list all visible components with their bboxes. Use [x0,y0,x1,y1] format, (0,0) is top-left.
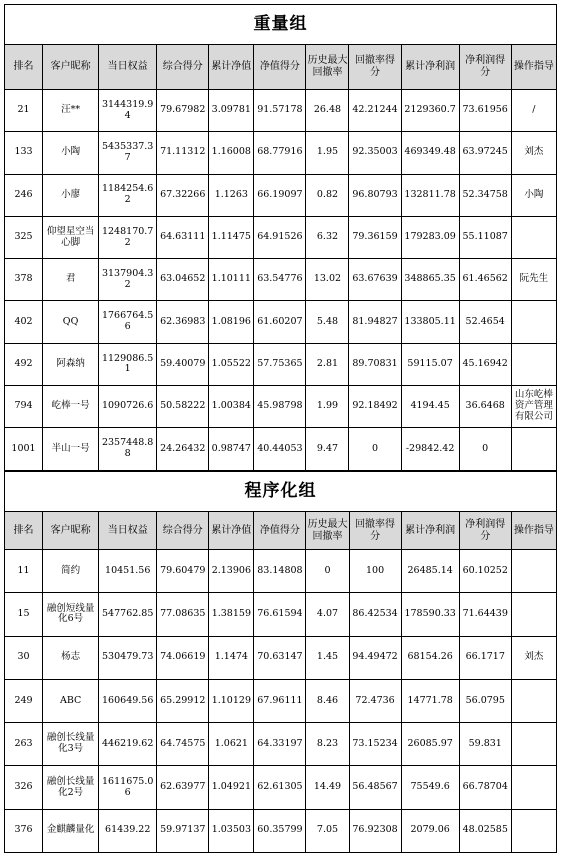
cell-net-value-score: 64.91526 [254,216,306,258]
cell-net-profit-score: 60.10252 [459,550,511,593]
cell-drawdown-score: 96.80793 [349,174,401,216]
table-row [5,90,557,132]
cell-total-score: 59.97137 [157,809,209,852]
cell-drawdown-score: 92.35003 [349,132,401,174]
cell-equity: 1129086.51 [99,343,157,385]
cell-nickname: 屹棒一号 [43,386,99,428]
cell-net-profit-score: 48.02585 [459,809,511,852]
table-row [5,636,557,679]
cell-net-profit: -29842.42 [401,428,459,470]
cell-total-score: 62.36983 [157,301,209,343]
cell-max-drawdown: 6.32 [306,216,349,258]
cell-guide [511,550,556,593]
cell-net-profit-score: 73.61956 [459,90,511,132]
cell-max-drawdown: 8.46 [306,679,349,722]
cell-net-profit: 469349.48 [401,132,459,174]
cell-rank: 492 [5,343,43,385]
cell-drawdown-score: 63.67639 [349,259,401,301]
header-row [5,512,557,550]
cell-drawdown-score: 76.92308 [349,809,401,852]
heavyweight-group-table [4,4,557,471]
cell-max-drawdown: 2.81 [306,343,349,385]
header-rank: 排名 [5,45,43,90]
table-row [5,723,557,766]
header-guide: 操作指导 [511,512,556,550]
cell-net-value: 1.00384 [209,386,254,428]
cell-rank: 378 [5,259,43,301]
header-total-score: 综合得分 [157,45,209,90]
cell-drawdown-score: 94.49472 [349,636,401,679]
cell-net-value-score: 61.60207 [254,301,306,343]
cell-net-profit: 348865.35 [401,259,459,301]
cell-equity: 1611675.06 [99,766,157,809]
cell-nickname: 小廖 [43,174,99,216]
cell-net-profit: 178590.33 [401,593,459,636]
cell-rank: 376 [5,809,43,852]
cell-total-score: 59.40079 [157,343,209,385]
cell-total-score: 24.26432 [157,428,209,470]
cell-net-profit-score: 36.6468 [459,386,511,428]
cell-equity: 160649.56 [99,679,157,722]
cell-drawdown-score: 79.36159 [349,216,401,258]
table-row [5,259,557,301]
table-row [5,174,557,216]
cell-equity: 61439.22 [99,809,157,852]
cell-guide [511,766,556,809]
cell-max-drawdown: 7.05 [306,809,349,852]
cell-net-profit-score: 55.11087 [459,216,511,258]
table-row [5,550,557,593]
cell-guide [511,679,556,722]
section-title: 重量组 [5,5,557,45]
cell-guide [511,428,556,470]
cell-net-value: 1.10111 [209,259,254,301]
cell-net-value: 1.16008 [209,132,254,174]
cell-drawdown-score: 100 [349,550,401,593]
cell-net-value-score: 67.96111 [254,679,306,722]
cell-net-profit: 2129360.7 [401,90,459,132]
cell-equity: 1090726.6 [99,386,157,428]
cell-nickname: 小陶 [43,132,99,174]
cell-total-score: 77.08635 [157,593,209,636]
cell-net-value-score: 91.57178 [254,90,306,132]
header-net-value: 累计净值 [209,512,254,550]
table-row [5,766,557,809]
table-row [5,593,557,636]
cell-net-value-score: 64.33197 [254,723,306,766]
table-row [5,343,557,385]
cell-max-drawdown: 8.23 [306,723,349,766]
cell-nickname: 融创短线量化6号 [43,593,99,636]
header-net-profit-score: 净利润得分 [459,45,511,90]
cell-net-value-score: 83.14808 [254,550,306,593]
cell-net-value-score: 70.63147 [254,636,306,679]
cell-guide: 小陶 [511,174,556,216]
cell-rank: 794 [5,386,43,428]
header-net-profit-score: 净利润得分 [459,512,511,550]
cell-net-value-score: 60.35799 [254,809,306,852]
header-net-profit: 累计净利润 [401,45,459,90]
cell-max-drawdown: 4.07 [306,593,349,636]
header-net-profit: 累计净利润 [401,512,459,550]
header-net-value-score: 净值得分 [254,45,306,90]
table-row [5,132,557,174]
cell-total-score: 62.63977 [157,766,209,809]
cell-max-drawdown: 1.45 [306,636,349,679]
header-drawdown-score: 回撤率得分 [349,45,401,90]
cell-net-value: 2.13906 [209,550,254,593]
cell-nickname: 半山一号 [43,428,99,470]
table-row [5,428,557,470]
cell-net-value: 1.38159 [209,593,254,636]
cell-net-value: 1.08196 [209,301,254,343]
cell-max-drawdown: 1.95 [306,132,349,174]
cell-equity: 1184254.62 [99,174,157,216]
cell-guide [511,593,556,636]
cell-rank: 11 [5,550,43,593]
cell-total-score: 64.63111 [157,216,209,258]
cell-net-profit-score: 66.1717 [459,636,511,679]
cell-equity: 1248170.72 [99,216,157,258]
cell-net-profit-score: 52.34758 [459,174,511,216]
table-row [5,679,557,722]
cell-net-profit: 26485.14 [401,550,459,593]
cell-max-drawdown: 13.02 [306,259,349,301]
header-max-drawdown: 历史最大回撤率 [306,512,349,550]
cell-equity: 3144319.94 [99,90,157,132]
cell-equity: 5435337.37 [99,132,157,174]
cell-guide: 阮先生 [511,259,556,301]
cell-drawdown-score: 92.18492 [349,386,401,428]
cell-total-score: 63.04652 [157,259,209,301]
cell-net-value-score: 66.19097 [254,174,306,216]
cell-equity: 10451.56 [99,550,157,593]
cell-drawdown-score: 86.42534 [349,593,401,636]
header-nickname: 客户昵称 [43,512,99,550]
cell-net-value-score: 40.44053 [254,428,306,470]
cell-guide: 山东屹棒资产管理有限公司 [511,386,556,428]
cell-total-score: 79.60479 [157,550,209,593]
table-row [5,809,557,852]
table-row [5,301,557,343]
cell-nickname: 金麒麟量化 [43,809,99,852]
header-max-drawdown: 历史最大回撤率 [306,45,349,90]
cell-net-profit: 14771.78 [401,679,459,722]
cell-net-value: 1.1474 [209,636,254,679]
cell-guide [511,301,556,343]
cell-guide [511,216,556,258]
cell-nickname: 仰望星空当心脚 [43,216,99,258]
cell-net-profit: 2079.06 [401,809,459,852]
header-net-value: 累计净值 [209,45,254,90]
cell-net-profit: 179283.09 [401,216,459,258]
cell-net-value-score: 45.98798 [254,386,306,428]
programmatic-group-table [4,471,557,853]
cell-nickname: 融创长线量化2号 [43,766,99,809]
cell-total-score: 64.74575 [157,723,209,766]
cell-net-profit: 68154.26 [401,636,459,679]
header-equity: 当日权益 [99,45,157,90]
cell-max-drawdown: 26.48 [306,90,349,132]
cell-net-value: 1.05522 [209,343,254,385]
cell-net-profit: 26085.97 [401,723,459,766]
cell-nickname: 融创长线量化3号 [43,723,99,766]
cell-nickname: 阿森纳 [43,343,99,385]
cell-drawdown-score: 73.15234 [349,723,401,766]
cell-nickname: QQ [43,301,99,343]
cell-guide [511,343,556,385]
cell-net-profit-score: 61.46562 [459,259,511,301]
cell-rank: 15 [5,593,43,636]
table-row [5,216,557,258]
cell-total-score: 67.32266 [157,174,209,216]
cell-rank: 249 [5,679,43,722]
cell-total-score: 79.67982 [157,90,209,132]
cell-net-value-score: 63.54776 [254,259,306,301]
cell-net-profit-score: 0 [459,428,511,470]
cell-nickname: 简约 [43,550,99,593]
cell-drawdown-score: 81.94827 [349,301,401,343]
cell-guide [511,809,556,852]
cell-net-value: 1.11475 [209,216,254,258]
cell-total-score: 50.58222 [157,386,209,428]
cell-net-profit-score: 63.97245 [459,132,511,174]
cell-rank: 402 [5,301,43,343]
cell-net-profit: 75549.6 [401,766,459,809]
cell-drawdown-score: 0 [349,428,401,470]
cell-net-profit-score: 45.16942 [459,343,511,385]
cell-max-drawdown: 0 [306,550,349,593]
cell-equity: 2357448.88 [99,428,157,470]
cell-total-score: 65.29912 [157,679,209,722]
cell-net-profit-score: 59.831 [459,723,511,766]
cell-net-profit-score: 52.4654 [459,301,511,343]
cell-drawdown-score: 42.21244 [349,90,401,132]
cell-net-value-score: 62.61305 [254,766,306,809]
cell-max-drawdown: 14.49 [306,766,349,809]
cell-net-value: 1.03503 [209,809,254,852]
cell-drawdown-score: 89.70831 [349,343,401,385]
cell-net-profit: 59115.07 [401,343,459,385]
cell-net-value-score: 68.77916 [254,132,306,174]
cell-guide: 刘杰 [511,636,556,679]
cell-rank: 21 [5,90,43,132]
cell-equity: 547762.85 [99,593,157,636]
cell-net-value: 3.09781 [209,90,254,132]
cell-drawdown-score: 72.4736 [349,679,401,722]
cell-net-profit-score: 71.64439 [459,593,511,636]
cell-rank: 325 [5,216,43,258]
cell-rank: 1001 [5,428,43,470]
cell-rank: 263 [5,723,43,766]
cell-nickname: 杨志 [43,636,99,679]
cell-max-drawdown: 0.82 [306,174,349,216]
cell-guide [511,723,556,766]
header-equity: 当日权益 [99,512,157,550]
cell-guide: / [511,90,556,132]
cell-net-profit-score: 56.0795 [459,679,511,722]
cell-net-profit: 133805.11 [401,301,459,343]
cell-guide: 刘杰 [511,132,556,174]
header-net-value-score: 净值得分 [254,512,306,550]
cell-net-value: 1.04921 [209,766,254,809]
cell-net-value: 1.0621 [209,723,254,766]
cell-rank: 246 [5,174,43,216]
cell-max-drawdown: 5.48 [306,301,349,343]
cell-rank: 30 [5,636,43,679]
cell-nickname: 君 [43,259,99,301]
cell-nickname: ABC [43,679,99,722]
header-row [5,45,557,90]
cell-net-profit-score: 66.78704 [459,766,511,809]
section-title: 程序化组 [5,472,557,512]
header-nickname: 客户昵称 [43,45,99,90]
cell-max-drawdown: 9.47 [306,428,349,470]
cell-net-profit: 4194.45 [401,386,459,428]
cell-net-value: 1.1263 [209,174,254,216]
cell-drawdown-score: 56.48567 [349,766,401,809]
cell-equity: 1766764.56 [99,301,157,343]
cell-equity: 530479.73 [99,636,157,679]
cell-max-drawdown: 1.99 [306,386,349,428]
cell-net-profit: 132811.78 [401,174,459,216]
cell-equity: 3137904.32 [99,259,157,301]
cell-rank: 133 [5,132,43,174]
header-total-score: 综合得分 [157,512,209,550]
cell-net-value: 1.10129 [209,679,254,722]
header-rank: 排名 [5,512,43,550]
header-guide: 操作指导 [511,45,556,90]
cell-net-value-score: 76.61594 [254,593,306,636]
header-drawdown-score: 回撤率得分 [349,512,401,550]
table-row [5,386,557,428]
cell-rank: 326 [5,766,43,809]
cell-total-score: 74.06619 [157,636,209,679]
cell-net-value: 0.98747 [209,428,254,470]
cell-total-score: 71.11312 [157,132,209,174]
cell-net-value-score: 57.75365 [254,343,306,385]
cell-nickname: 汪** [43,90,99,132]
cell-equity: 446219.62 [99,723,157,766]
